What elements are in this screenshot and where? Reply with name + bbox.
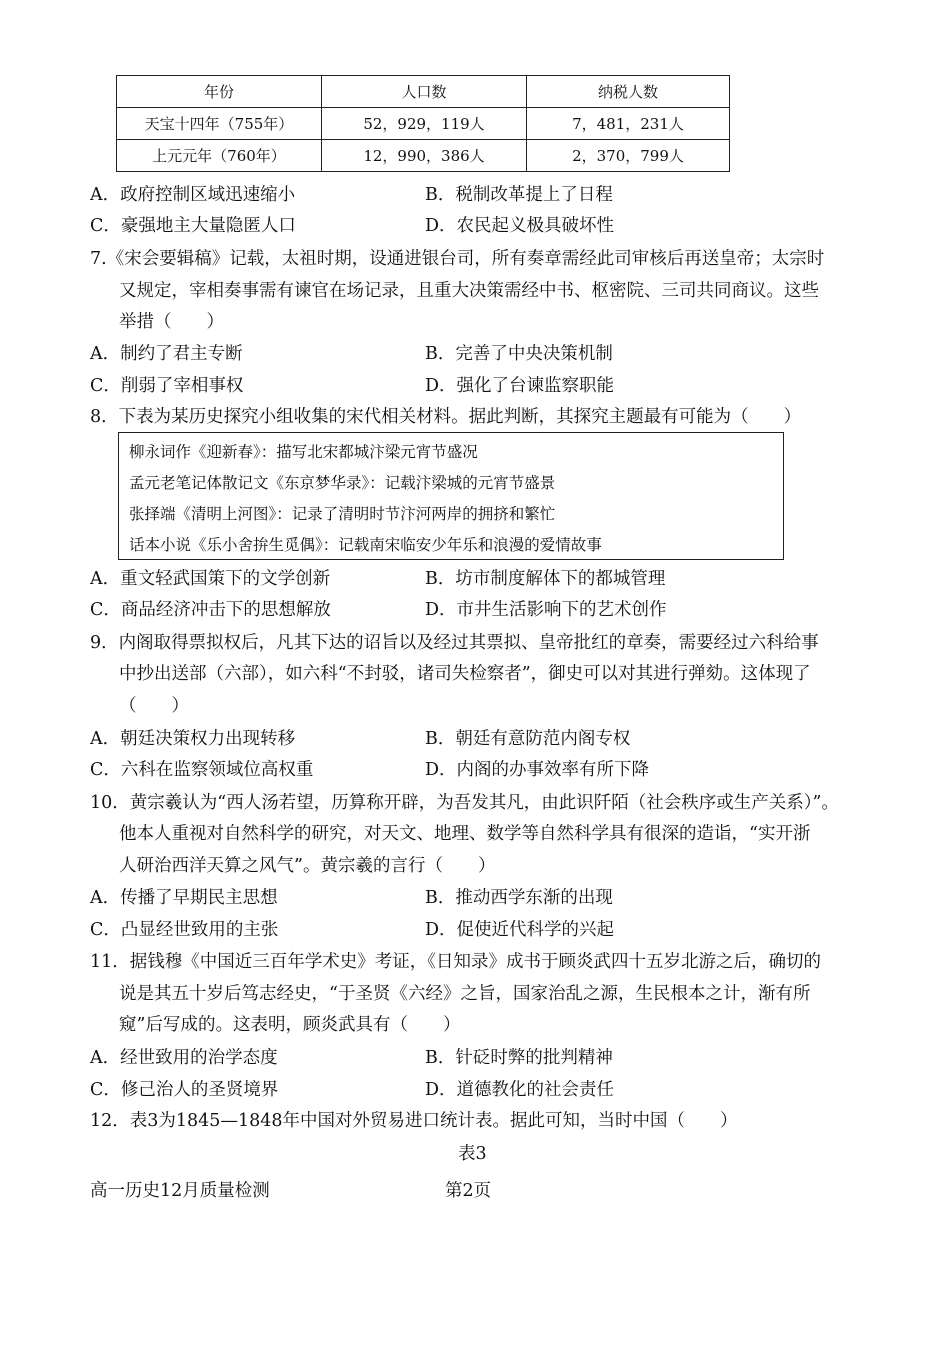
q11-option-c: C．修己治人的圣贤境界 — [90, 1080, 279, 1100]
q11-stem-line: 窥”后写成的。这表明，顾炎武具有（ ） — [119, 1015, 461, 1035]
q7-option-b: B．完善了中央决策机制 — [425, 344, 613, 364]
table-header-row — [117, 76, 730, 108]
q7-option-a: A．制约了君主专断 — [90, 344, 243, 364]
q10-stem-line: 10．黄宗羲认为“西人汤若望，历算称开辟，为吾发其凡，由此识阡陌（社会秩序或生产关系）”。 — [90, 793, 839, 813]
table-row — [117, 108, 730, 140]
q8-option-b: B．坊市制度解体下的都城管理 — [425, 569, 666, 589]
q7-stem-line: 又规定，宰相奏事需有谏官在场记录，且重大决策需经中书、枢密院、三司共同商议。这些 — [119, 281, 819, 301]
table-cell: 7，481，231人 — [527, 108, 730, 140]
table-cell: 2，370，799人 — [527, 140, 730, 172]
table-row — [117, 140, 730, 172]
q11-stem-line: 说是其五十岁后笃志经史，“于圣贤《六经》之旨，国家治乱之源，生民根本之计，渐有所 — [119, 984, 811, 1004]
table-cell: 12，990，386人 — [322, 140, 527, 172]
table-header-cell: 年份 — [117, 76, 322, 108]
table-cell: 上元元年（760年） — [117, 140, 322, 172]
q9-stem-line: 9．内阁取得票拟权后，凡其下达的诏旨以及经过其票拟、皇帝批红的章奏，需要经过六科给事 — [90, 633, 819, 653]
q8-option-d: D．市井生活影响下的艺术创作 — [425, 600, 667, 620]
q10-option-b: B．推动西学东渐的出现 — [425, 888, 613, 908]
q7-option-c: C．削弱了宰相事权 — [90, 376, 244, 396]
q7-stem-line: 举措（ ） — [119, 312, 224, 332]
footer-exam-title: 高一历史12月质量检测 — [90, 1181, 270, 1201]
q9-option-b: B．朝廷有意防范内阁专权 — [425, 729, 631, 749]
q11-option-a: A．经世致用的治学态度 — [90, 1048, 278, 1068]
q10-option-a: A．传播了早期民主思想 — [90, 888, 278, 908]
q9-option-d: D．内阁的办事效率有所下降 — [425, 760, 650, 780]
q8-option-a: A．重文轻武国策下的文学创新 — [90, 569, 331, 589]
q8-stem-line: 8．下表为某历史探究小组收集的宋代相关材料。据此判断，其探究主题最有可能为（ ） — [90, 407, 802, 427]
table-cell: 天宝十四年（755年） — [117, 108, 322, 140]
table-header-cell: 纳税人数 — [527, 76, 730, 108]
material-line: 话本小说《乐小舍拚生觅偶》：记载南宋临安少年乐和浪漫的爱情故事 — [129, 536, 602, 554]
q11-option-d: D．道德教化的社会责任 — [425, 1080, 615, 1100]
q10-option-c: C．凸显经世致用的主张 — [90, 920, 279, 940]
q10-option-d: D．促使近代科学的兴起 — [425, 920, 615, 940]
q10-stem-line: 人研治西洋天算之风气”。黄宗羲的言行（ ） — [119, 856, 496, 876]
footer-page-number: 第2页 — [445, 1181, 492, 1201]
q6-option-c: C．豪强地主大量隐匿人口 — [90, 216, 296, 236]
q8-material-box — [118, 432, 784, 560]
q7-stem-line: 7.《宋会要辑稿》记载，太祖时期，设通进银台司，所有奏章需经此司审核后再送皇帝；太宗时 — [90, 249, 825, 269]
q9-option-a: A．朝廷决策权力出现转移 — [90, 729, 296, 749]
q6-option-a: A．政府控制区域迅速缩小 — [90, 185, 296, 205]
q9-stem-line: （ ） — [119, 696, 189, 716]
table-cell: 52，929，119人 — [322, 108, 527, 140]
q12-stem-line: 12．表3为1845—1848年中国对外贸易进口统计表。据此可知，当时中国（ ） — [90, 1111, 738, 1131]
material-line: 孟元老笔记体散记文《东京梦华录》：记载汴梁城的元宵节盛景 — [129, 474, 556, 492]
q11-stem-line: 11．据钱穆《中国近三百年学术史》考证，《日知录》成书于顾炎武四十五岁北游之后，确切的 — [90, 952, 822, 972]
q11-option-b: B．针砭时弊的批判精神 — [425, 1048, 613, 1068]
q9-stem-line: 中抄出送部（六部），如六科“不封驳，诸司失检察者”，御史可以对其进行弹劾。这体现了 — [119, 664, 811, 684]
q7-option-d: D．强化了台谏监察职能 — [425, 376, 615, 396]
q9-option-c: C．六科在监察领域位高权重 — [90, 760, 314, 780]
q6-option-d: D．农民起义极具破坏性 — [425, 216, 615, 236]
q8-option-c: C．商品经济冲击下的思想解放 — [90, 600, 331, 620]
table-caption: 表3 — [458, 1144, 487, 1164]
q6-option-b: B．税制改革提上了日程 — [425, 185, 613, 205]
material-line: 柳永词作《迎新春》：描写北宋都城汴梁元宵节盛况 — [129, 443, 478, 461]
material-line: 张择端《清明上河图》：记录了清明时节汴河两岸的拥挤和繁忙 — [129, 505, 556, 523]
population-table — [116, 75, 730, 172]
q10-stem-line: 他本人重视对自然科学的研究，对天文、地理、数学等自然科学具有很深的造诣，“实开浙 — [119, 824, 811, 844]
table-header-cell: 人口数 — [322, 76, 527, 108]
